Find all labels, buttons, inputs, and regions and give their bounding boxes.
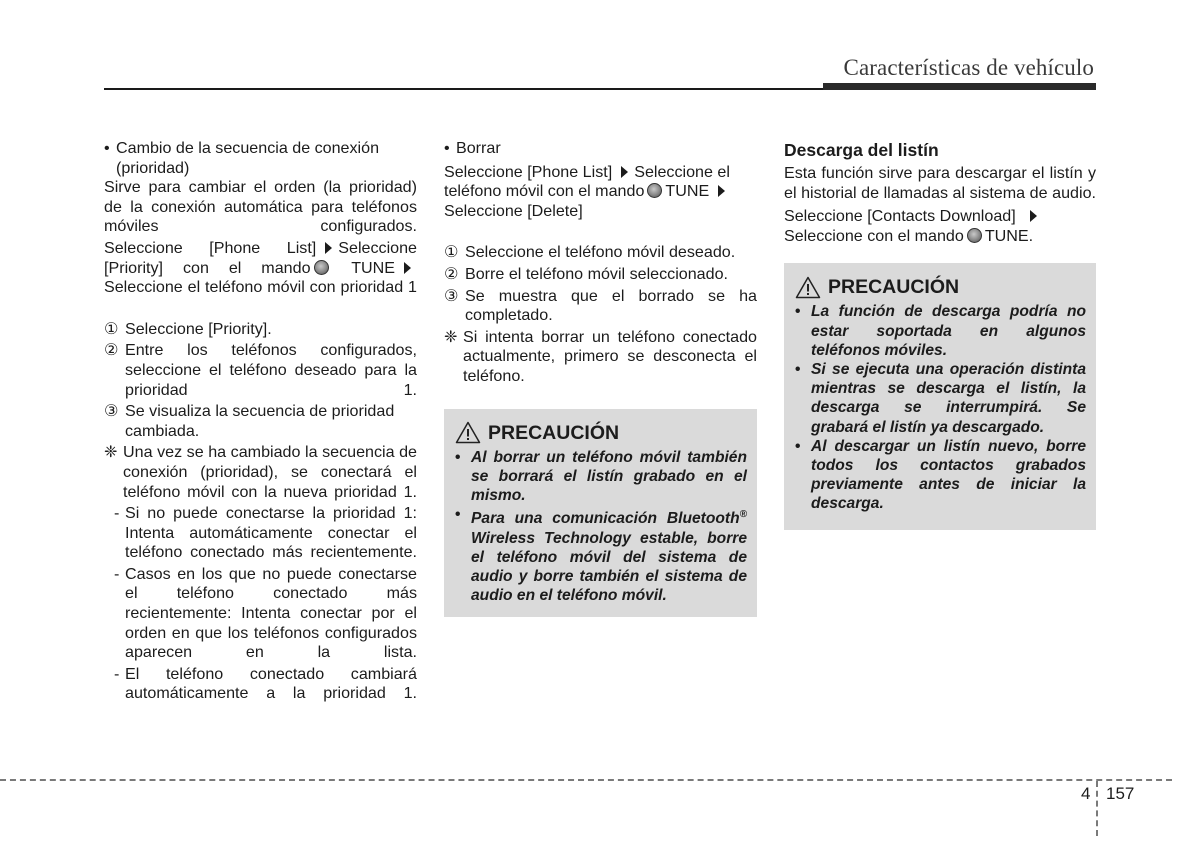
priority-title: Cambio de la secuencia de conexión (prioridad) [116,139,380,177]
caution-item: • Para una comunicación Bluetooth® Wireless Technology estable, borre el teléfono móvil del sistema de audio y borre también el sistema de audio en el teléfono móvil. [455,506,747,605]
column-3 [784,139,1096,530]
step-item: ① Seleccione [Priority]. [104,319,272,338]
footer-divider [0,779,1172,781]
step-item: ① Seleccione el teléfono móvil deseado. [444,243,736,262]
caution-header [795,275,1086,299]
section-title: Características de vehículo [843,55,1094,80]
header-rule-accent [823,83,1096,90]
caution-item: • Si se ejecuta una operación distinta mientras se descarga el listín, la descarga se interrumpirá. Se grabará el listín ya descargado. [795,360,1086,436]
caution-title: PRECAUCIÓN [488,421,620,444]
caution-title: PRECAUCIÓN [828,276,960,299]
delete-title: Borrar [456,139,501,157]
download-description: Esta función sirve para descargar el listín y el historial de llamadas al sistema de audio. [784,164,1096,202]
column-1 [104,139,417,704]
arrow-right-icon [325,242,332,254]
footer-vertical-divider [1096,781,1098,836]
tune-knob-icon [967,228,982,243]
arrow-right-icon [404,262,411,274]
dash-item: - Si no puede conectarse la prioridad 1: Intenta automáticamente conectar el teléfono conectado más recientemente. [114,504,417,562]
dash-item: - Casos en los que no puede conectarse el teléfono conectado más recientemente: Intenta conectar por el orden en que los teléfonos configurados aparecen en la lista. [114,564,417,662]
step-item: ③ Se visualiza la secuencia de prioridad cambiada. [104,402,395,440]
warning-icon [455,421,481,444]
tune-knob-icon [314,260,329,275]
caution-item: • La función de descarga podría no estar soportada en algunos teléfonos móviles. [795,303,1086,359]
delete-path: Seleccione [Phone List] Seleccione el teléfono móvil con el mando TUNE Seleccione [Delete] [444,162,730,220]
step-item: ② Entre los teléfonos configurados, seleccione el teléfono deseado para la prioridad 1. [104,341,417,399]
priority-path: Seleccione [Phone List] Seleccione [Priority] con el mando TUNESeleccione el teléfono móvil con prioridad 1 [104,238,417,297]
arrow-right-icon [1030,210,1037,222]
caution-item: • Al descargar un listín nuevo, borre todos los contactos grabados previamente antes de iniciar la descarga. [795,437,1086,513]
warning-icon [795,276,821,299]
caution-box [444,409,757,618]
bullet-item: • Cambio de la secuencia de conexión (prioridad) [104,139,417,178]
step-item: ③ Se muestra que el borrado se ha completado. [444,286,757,325]
arrow-right-icon [621,166,628,178]
caution-item: • Al borrar un teléfono móvil también se borrará el listín grabado en el mismo. [455,448,747,504]
dash-item: - El teléfono conectado cambiará automáticamente a la prioridad 1. [114,664,417,703]
section-heading: Descarga del listín [784,140,939,160]
download-path: Seleccione [Contacts Download] Seleccione con el mando TUNE. [784,207,1096,246]
caution-box [784,263,1096,529]
note-item: ❈ Si intenta borrar un teléfono conectado actualmente, primero se desconecta el teléfono. [444,327,757,385]
page-number: 157 [1106,784,1135,803]
bullet-item: • Borrar [444,139,757,159]
priority-description: Sirve para cambiar el orden (la prioridad) de la conexión automática para teléfonos móviles configurados. [104,178,417,236]
step-item: ② Borre el teléfono móvil seleccionado. [444,264,729,283]
tune-knob-icon [647,183,662,198]
chapter-number: 4 [1081,784,1091,803]
arrow-right-icon [718,185,725,197]
column-2 [444,139,757,617]
note-item: ❈ Una vez se ha cambiado la secuencia de conexión (prioridad), se conectará el teléfono móvil con la nueva prioridad 1. [104,443,417,501]
caution-header [455,421,747,445]
